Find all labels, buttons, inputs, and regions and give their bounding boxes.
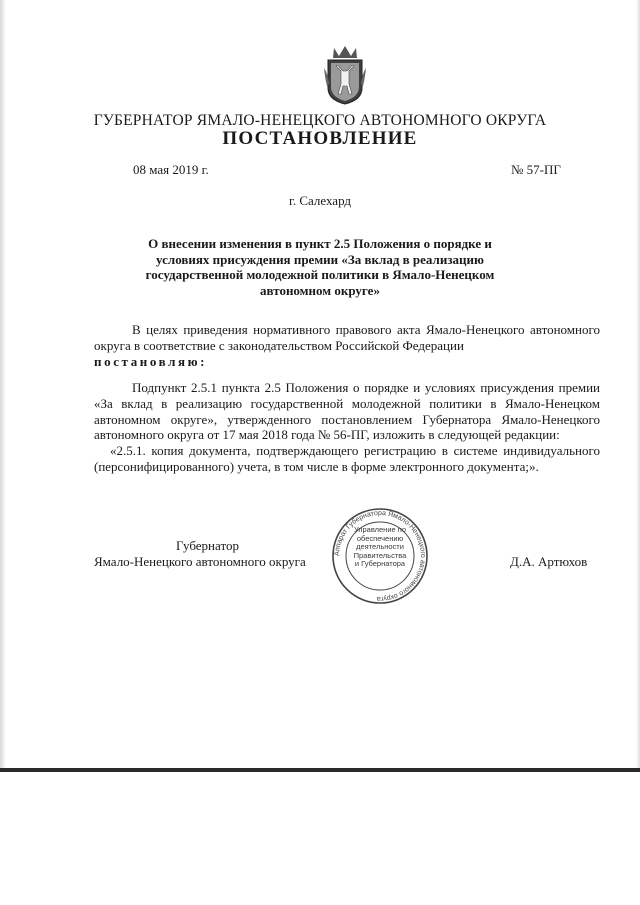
amended-clause: «2.5.1. копия документа, подтверждающего регистрацию в системе индивидуального (персонифицированного) учета, в том числе в форме электронного документа;». bbox=[94, 443, 600, 474]
stamp-line: деятельности bbox=[356, 542, 404, 552]
stamp-line: и Губернатора bbox=[354, 559, 406, 569]
coat-of-arms-icon bbox=[324, 44, 366, 106]
document-type: ПОСТАНОВЛЕНИЕ bbox=[222, 128, 418, 149]
stamp-line: Управление по bbox=[353, 525, 406, 534]
issuer-title: ГУБЕРНАТОР ЯМАЛО-НЕНЕЦКОГО АВТОНОМНОГО ОКРУГА bbox=[93, 112, 547, 129]
signatory-organization: Ямало-Ненецкого автономного округа bbox=[94, 554, 306, 569]
document-number: № 57-ПГ bbox=[511, 162, 561, 177]
preamble-text: В целях приведения нормативного правового акта Ямало-Ненецкого автономного округа в соответствие с законодательством Российской Федерации bbox=[94, 322, 600, 353]
document-date: 08 мая 2019 г. bbox=[133, 162, 209, 177]
preamble bbox=[94, 322, 600, 369]
resolution-word: постановляю: bbox=[94, 353, 208, 369]
stamp-line: обеспечению bbox=[356, 533, 404, 543]
document-subject: О внесении изменения в пункт 2.5 Положения о порядке и условиях присуждения премии «За вклад в реализацию государственной молодежной политики в Ямало-Ненецком автономном округе» bbox=[145, 236, 495, 298]
signatory-name: Д.А. Артюхов bbox=[510, 554, 588, 569]
signatory-title: Губернатор bbox=[176, 538, 239, 553]
stamp-line: Правительства bbox=[353, 550, 407, 560]
operative-paragraph: Подпункт 2.5.1 пункта 2.5 Положения о порядке и условиях присуждения премии «За вклад в реализацию государственной молодежной политики в Ямало-Ненецком автономном округе», утвержденного постановлением Губернатора Ямало-Ненецкого автономного округа от 17 мая 2018 года № 56-ПГ, изложить в следующей редакции: bbox=[94, 380, 600, 443]
stamp-inner-text bbox=[345, 526, 415, 569]
svg-text:Аппарат Губернатора Ямало-Нене: Аппарат Губернатора Ямало-Ненецкого автономного округа bbox=[333, 509, 427, 603]
blank-area bbox=[0, 772, 640, 905]
document-city: г. Салехард bbox=[288, 193, 352, 208]
operative-part bbox=[94, 380, 600, 475]
